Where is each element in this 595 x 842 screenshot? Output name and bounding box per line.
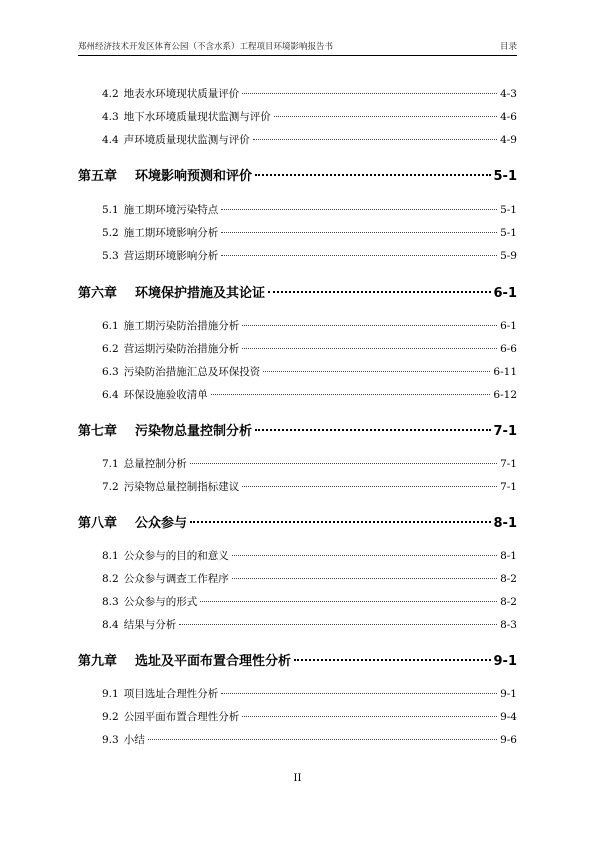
page-reference: 8-1 [493, 516, 517, 531]
section-number: 9.3 [102, 734, 119, 746]
dot-leader [255, 174, 490, 176]
section-number: 6.3 [102, 366, 119, 378]
toc-section-entry[interactable] [78, 732, 517, 747]
entry-title: 公众参与的形式 [123, 596, 198, 608]
toc-section-entry[interactable] [78, 202, 517, 217]
toc-chapter-entry[interactable] [78, 650, 517, 669]
entry-title: 总量控制分析 [123, 458, 187, 470]
dot-leader [242, 93, 497, 94]
entry-title: 污染物总量控制指标建议 [123, 481, 240, 493]
chapter-number: 第九章 [78, 654, 118, 669]
dot-leader [221, 255, 497, 256]
page-reference: 7-1 [500, 481, 517, 493]
toc-section-entry[interactable] [78, 594, 517, 609]
dot-leader [148, 739, 497, 740]
entry-title: 公众参与调查工作程序 [123, 573, 229, 585]
toc-chapter-entry[interactable] [78, 512, 517, 531]
chapter-number: 第八章 [78, 516, 118, 531]
toc-section-entry[interactable] [78, 479, 517, 494]
page-reference: 5-1 [500, 227, 517, 239]
section-number: 8.3 [102, 596, 119, 608]
page-reference: 9-4 [500, 711, 517, 723]
toc-section-entry[interactable] [78, 548, 517, 563]
dot-leader [221, 232, 497, 233]
entry-title: 营运期污染防治措施分析 [123, 343, 240, 355]
entry-title: 结果与分析 [123, 619, 177, 631]
section-number: 5.2 [102, 227, 119, 239]
toc-chapter-entry[interactable] [78, 282, 517, 301]
dot-leader [200, 601, 497, 602]
toc-section-entry[interactable] [78, 132, 517, 147]
toc-section-entry[interactable] [78, 248, 517, 263]
dot-leader [190, 463, 497, 464]
dot-leader [255, 429, 490, 431]
dot-leader [242, 348, 497, 349]
page-reference: 4-6 [500, 111, 517, 123]
entry-title: 公众参与 [135, 516, 188, 531]
dot-leader [263, 371, 490, 372]
entry-title: 小结 [123, 734, 145, 746]
entry-title: 施工期污染防治措施分析 [123, 320, 240, 332]
page-reference: 6-11 [493, 366, 517, 378]
section-number: 8.4 [102, 619, 119, 631]
section-number: 7.1 [102, 458, 119, 470]
toc-section-entry[interactable] [78, 86, 517, 101]
section-number: 9.2 [102, 711, 119, 723]
entry-title: 污染物总量控制分析 [135, 424, 253, 439]
entry-title: 营运期环境影响分析 [123, 250, 219, 262]
entry-title: 公园平面布置合理性分析 [123, 711, 240, 723]
entry-title: 公众参与的目的和意义 [123, 550, 229, 562]
page-header [78, 40, 517, 54]
page-reference: 9-1 [500, 688, 517, 700]
dot-leader [221, 693, 497, 694]
entry-title: 环保设施验收清单 [123, 389, 208, 401]
page-reference: 8-3 [500, 619, 517, 631]
section-number: 4.3 [102, 111, 119, 123]
section-number: 8.2 [102, 573, 119, 585]
entry-title: 声环境质量现状监测与评价 [123, 134, 250, 146]
toc-section-entry[interactable] [78, 617, 517, 632]
page-reference: 8-1 [500, 550, 517, 562]
page-reference: 6-1 [500, 320, 517, 332]
section-number: 5.3 [102, 250, 119, 262]
chapter-number: 第五章 [78, 169, 118, 184]
entry-title: 施工期环境影响分析 [123, 227, 219, 239]
entry-title: 环境影响预测和评价 [135, 169, 253, 184]
page-reference: 5-1 [500, 204, 517, 216]
section-number: 5.1 [102, 204, 119, 216]
dot-leader [190, 521, 490, 523]
page-reference: 7-1 [493, 424, 517, 439]
header-divider [78, 55, 517, 56]
toc-section-entry[interactable] [78, 709, 517, 724]
page-reference: 7-1 [500, 458, 517, 470]
dot-leader [294, 659, 490, 661]
toc-section-entry[interactable] [78, 387, 517, 402]
chapter-number: 第六章 [78, 286, 118, 301]
entry-title: 地下水环境质量现状监测与评价 [123, 111, 271, 123]
dot-leader [221, 209, 497, 210]
dot-leader [268, 291, 490, 293]
page-reference: 4-9 [500, 134, 517, 146]
page-reference: 6-12 [493, 389, 517, 401]
page-reference: 8-2 [500, 596, 517, 608]
dot-leader [232, 555, 497, 556]
toc-section-entry[interactable] [78, 571, 517, 586]
section-number: 4.2 [102, 88, 119, 100]
section-number: 4.4 [102, 134, 119, 146]
page-number: II [293, 773, 302, 784]
entry-title: 项目选址合理性分析 [123, 688, 219, 700]
toc-chapter-entry[interactable] [78, 420, 517, 439]
section-number: 6.1 [102, 320, 119, 332]
section-number: 6.4 [102, 389, 119, 401]
page-reference: 5-1 [493, 169, 517, 184]
page-reference: 8-2 [500, 573, 517, 585]
dot-leader [274, 116, 497, 117]
toc-section-entry[interactable] [78, 341, 517, 356]
section-number: 7.2 [102, 481, 119, 493]
entry-title: 污染防治措施汇总及环保投资 [123, 366, 261, 378]
toc-section-entry[interactable] [78, 686, 517, 701]
toc-section-entry[interactable] [78, 109, 517, 124]
page-reference: 6-1 [493, 286, 517, 301]
section-number: 6.2 [102, 343, 119, 355]
page-reference: 9-6 [500, 734, 517, 746]
page-reference: 4-3 [500, 88, 517, 100]
chapter-number: 第七章 [78, 424, 118, 439]
dot-leader [242, 716, 497, 717]
page-reference: 5-9 [500, 250, 517, 262]
entry-title: 地表水环境现状质量评价 [123, 88, 240, 100]
section-number: 9.1 [102, 688, 119, 700]
document-title: 郑州经济技术开发区体育公园（不含水系）工程项目环境影响报告书 [78, 42, 334, 52]
dot-leader [253, 139, 497, 140]
page-reference: 6-6 [500, 343, 517, 355]
toc-section-entry[interactable] [78, 318, 517, 333]
dot-leader [211, 394, 491, 395]
entry-title: 环境保护措施及其论证 [135, 286, 266, 301]
toc-chapter-entry[interactable] [78, 165, 517, 184]
dot-leader [232, 578, 497, 579]
section-number: 8.1 [102, 550, 119, 562]
toc-section-entry[interactable] [78, 225, 517, 240]
toc-section-entry[interactable] [78, 456, 517, 471]
entry-title: 选址及平面布置合理性分析 [135, 654, 292, 669]
page-reference: 9-1 [493, 654, 517, 669]
dot-leader [179, 624, 497, 625]
entry-title: 施工期环境污染特点 [123, 204, 219, 216]
header-section-label: 目录 [499, 42, 517, 52]
dot-leader [242, 486, 497, 487]
toc-section-entry[interactable] [78, 364, 517, 379]
dot-leader [242, 325, 497, 326]
